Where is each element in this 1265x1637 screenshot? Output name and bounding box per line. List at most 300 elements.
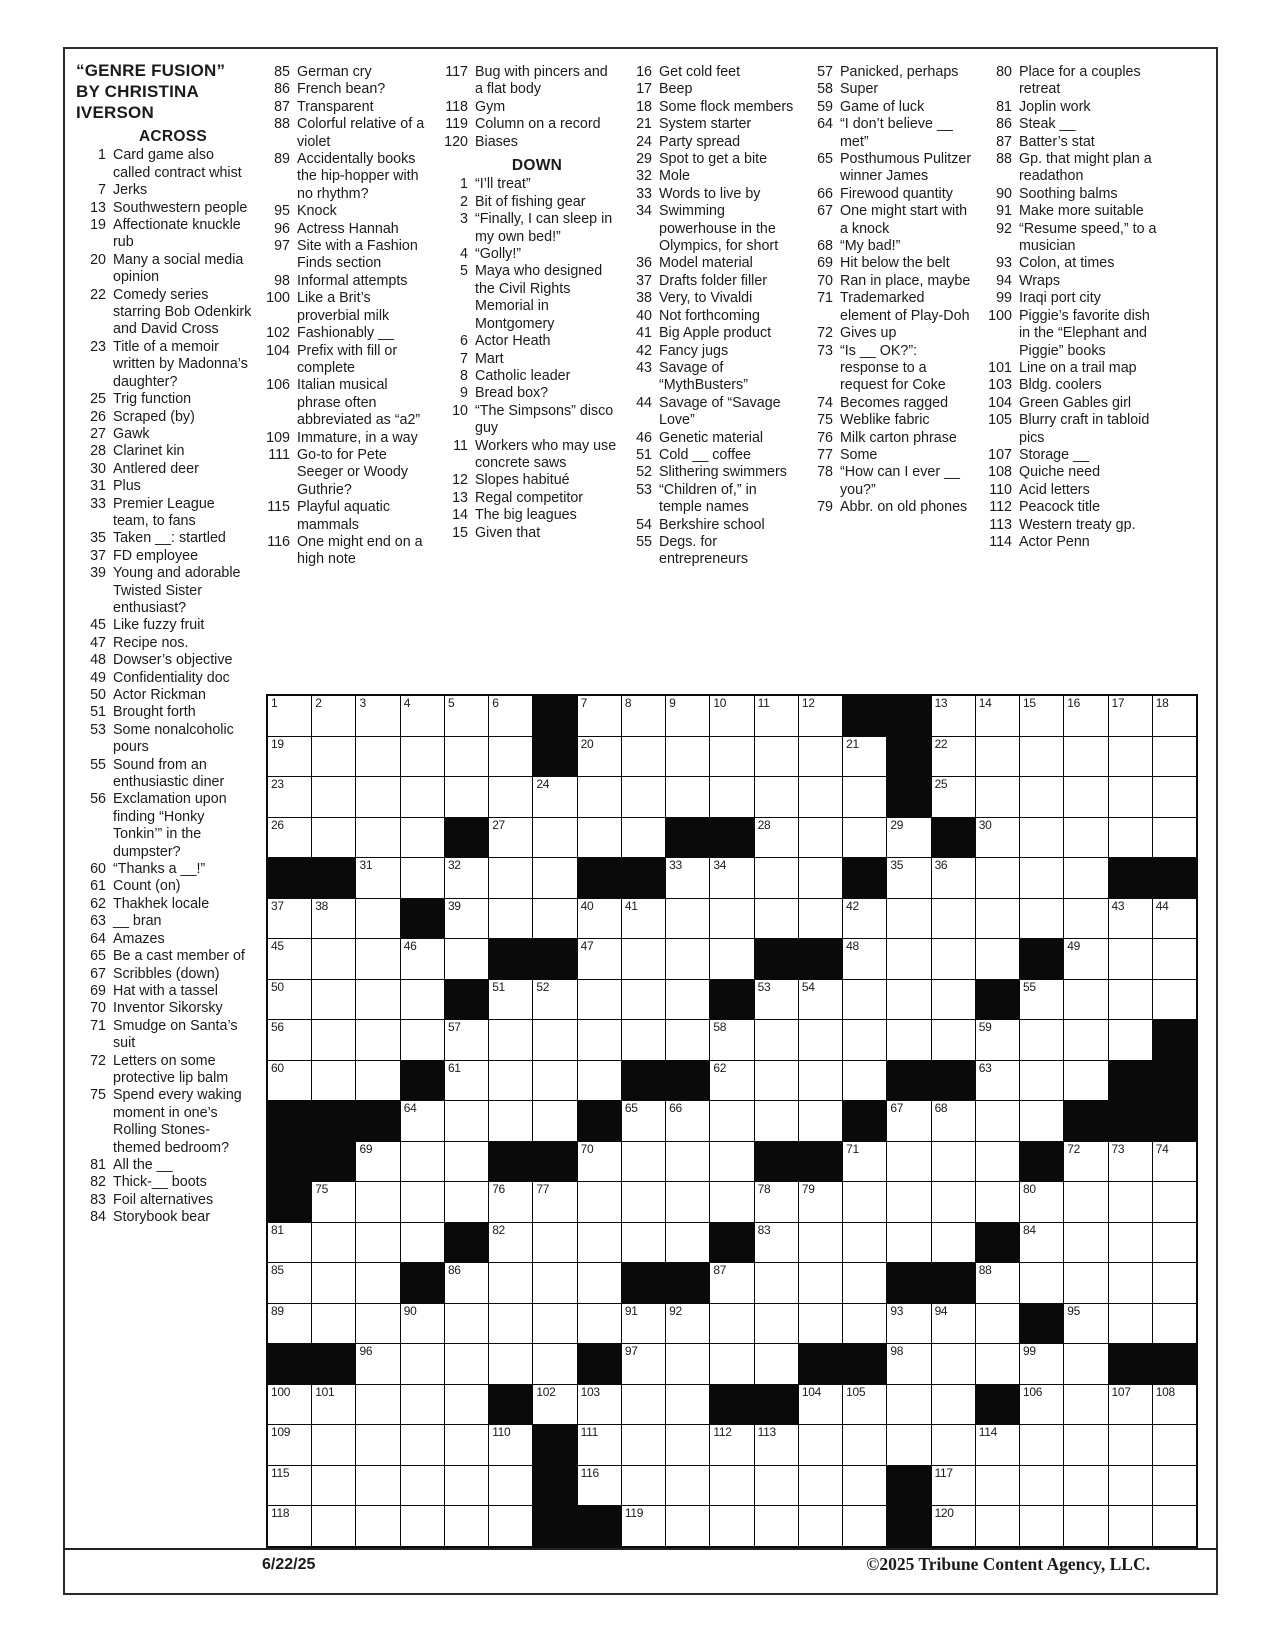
grid-cell[interactable] <box>489 1506 532 1546</box>
grid-cell[interactable] <box>533 1344 576 1384</box>
grid-cell[interactable] <box>1153 1506 1196 1546</box>
grid-cell[interactable] <box>666 1182 709 1222</box>
grid-cell[interactable] <box>445 858 488 898</box>
grid-cell[interactable] <box>1020 1344 1063 1384</box>
grid-cell[interactable] <box>533 1101 576 1141</box>
grid-cell[interactable] <box>1153 1142 1196 1182</box>
grid-cell[interactable] <box>489 1466 532 1506</box>
grid-cell[interactable] <box>755 1425 798 1465</box>
grid-cell[interactable] <box>755 777 798 817</box>
grid-cell[interactable] <box>356 1344 399 1384</box>
grid-cell[interactable] <box>622 1182 665 1222</box>
grid-cell[interactable] <box>887 1223 930 1263</box>
grid-cell[interactable] <box>755 1506 798 1546</box>
grid-cell[interactable] <box>578 777 621 817</box>
grid-cell[interactable] <box>578 1466 621 1506</box>
grid-cell[interactable] <box>1153 1182 1196 1222</box>
grid-cell[interactable] <box>533 1385 576 1425</box>
grid-cell[interactable] <box>356 1142 399 1182</box>
grid-cell[interactable] <box>666 899 709 939</box>
grid-cell[interactable] <box>1109 777 1152 817</box>
grid-cell[interactable] <box>799 1466 842 1506</box>
grid-cell[interactable] <box>755 858 798 898</box>
grid-cell[interactable] <box>1153 1466 1196 1506</box>
grid-cell[interactable] <box>445 1466 488 1506</box>
grid-cell[interactable] <box>710 899 753 939</box>
grid-cell[interactable] <box>710 696 753 736</box>
grid-cell[interactable] <box>445 1425 488 1465</box>
grid-cell[interactable] <box>843 1466 886 1506</box>
grid-cell[interactable] <box>1064 777 1107 817</box>
grid-cell[interactable] <box>356 737 399 777</box>
grid-cell[interactable] <box>1020 1385 1063 1425</box>
grid-cell[interactable] <box>622 1304 665 1344</box>
grid-cell[interactable] <box>1153 696 1196 736</box>
grid-cell[interactable] <box>445 939 488 979</box>
grid-cell[interactable] <box>666 1020 709 1060</box>
grid-cell[interactable] <box>755 1061 798 1101</box>
grid-cell[interactable] <box>1064 1466 1107 1506</box>
grid-cell[interactable] <box>356 818 399 858</box>
grid-cell[interactable] <box>710 777 753 817</box>
grid-cell[interactable] <box>489 1425 532 1465</box>
grid-cell[interactable] <box>932 737 975 777</box>
grid-cell[interactable] <box>976 696 1019 736</box>
grid-cell[interactable] <box>755 1182 798 1222</box>
grid-cell[interactable] <box>489 1101 532 1141</box>
grid-cell[interactable] <box>401 1425 444 1465</box>
grid-cell[interactable] <box>710 858 753 898</box>
grid-cell[interactable] <box>1109 1263 1152 1303</box>
grid-cell[interactable] <box>1020 777 1063 817</box>
grid-cell[interactable] <box>268 1425 311 1465</box>
grid-cell[interactable] <box>1153 818 1196 858</box>
grid-cell[interactable] <box>843 980 886 1020</box>
grid-cell[interactable] <box>1109 1223 1152 1263</box>
grid-cell[interactable] <box>1109 939 1152 979</box>
grid-cell[interactable] <box>533 1263 576 1303</box>
grid-cell[interactable] <box>887 939 930 979</box>
grid-cell[interactable] <box>799 1182 842 1222</box>
grid-cell[interactable] <box>1109 1020 1152 1060</box>
grid-cell[interactable] <box>268 1263 311 1303</box>
grid-cell[interactable] <box>1109 899 1152 939</box>
grid-cell[interactable] <box>887 1344 930 1384</box>
grid-cell[interactable] <box>976 1506 1019 1546</box>
grid-cell[interactable] <box>755 696 798 736</box>
grid-cell[interactable] <box>666 696 709 736</box>
grid-cell[interactable] <box>932 1304 975 1344</box>
grid-cell[interactable] <box>843 818 886 858</box>
grid-cell[interactable] <box>533 1223 576 1263</box>
grid-cell[interactable] <box>887 1020 930 1060</box>
grid-cell[interactable] <box>666 1506 709 1546</box>
grid-cell[interactable] <box>445 1263 488 1303</box>
grid-cell[interactable] <box>710 1061 753 1101</box>
grid-cell[interactable] <box>976 737 1019 777</box>
grid-cell[interactable] <box>710 1263 753 1303</box>
grid-cell[interactable] <box>666 980 709 1020</box>
grid-cell[interactable] <box>755 1466 798 1506</box>
grid-cell[interactable] <box>666 737 709 777</box>
grid-cell[interactable] <box>843 777 886 817</box>
grid-cell[interactable] <box>268 1061 311 1101</box>
grid-cell[interactable] <box>1020 858 1063 898</box>
grid-cell[interactable] <box>445 1344 488 1384</box>
grid-cell[interactable] <box>1109 1425 1152 1465</box>
grid-cell[interactable] <box>1064 696 1107 736</box>
grid-cell[interactable] <box>445 1385 488 1425</box>
grid-cell[interactable] <box>489 1263 532 1303</box>
grid-cell[interactable] <box>799 696 842 736</box>
grid-cell[interactable] <box>401 939 444 979</box>
grid-cell[interactable] <box>578 1020 621 1060</box>
grid-cell[interactable] <box>666 1425 709 1465</box>
grid-cell[interactable] <box>356 899 399 939</box>
grid-cell[interactable] <box>312 818 355 858</box>
grid-cell[interactable] <box>1109 1506 1152 1546</box>
grid-cell[interactable] <box>578 1425 621 1465</box>
grid-cell[interactable] <box>356 1020 399 1060</box>
grid-cell[interactable] <box>578 1223 621 1263</box>
grid-cell[interactable] <box>1020 1101 1063 1141</box>
grid-cell[interactable] <box>1020 980 1063 1020</box>
grid-cell[interactable] <box>312 1425 355 1465</box>
grid-cell[interactable] <box>976 1263 1019 1303</box>
grid-cell[interactable] <box>932 858 975 898</box>
grid-cell[interactable] <box>1109 1142 1152 1182</box>
grid-cell[interactable] <box>799 1020 842 1060</box>
grid-cell[interactable] <box>932 899 975 939</box>
grid-cell[interactable] <box>976 1304 1019 1344</box>
grid-cell[interactable] <box>1020 696 1063 736</box>
grid-cell[interactable] <box>1064 1061 1107 1101</box>
grid-cell[interactable] <box>312 1466 355 1506</box>
grid-cell[interactable] <box>1064 939 1107 979</box>
grid-cell[interactable] <box>401 1020 444 1060</box>
grid-cell[interactable] <box>755 1263 798 1303</box>
grid-cell[interactable] <box>710 1466 753 1506</box>
grid-cell[interactable] <box>799 818 842 858</box>
grid-cell[interactable] <box>356 1263 399 1303</box>
grid-cell[interactable] <box>710 1344 753 1384</box>
grid-cell[interactable] <box>622 1101 665 1141</box>
grid-cell[interactable] <box>755 899 798 939</box>
grid-cell[interactable] <box>799 1425 842 1465</box>
grid-cell[interactable] <box>887 858 930 898</box>
grid-cell[interactable] <box>268 1020 311 1060</box>
grid-cell[interactable] <box>622 1344 665 1384</box>
grid-cell[interactable] <box>1020 1263 1063 1303</box>
grid-cell[interactable] <box>932 1385 975 1425</box>
grid-cell[interactable] <box>312 1223 355 1263</box>
grid-cell[interactable] <box>356 858 399 898</box>
grid-cell[interactable] <box>976 1425 1019 1465</box>
grid-cell[interactable] <box>356 1182 399 1222</box>
grid-cell[interactable] <box>710 1101 753 1141</box>
grid-cell[interactable] <box>755 737 798 777</box>
grid-cell[interactable] <box>356 777 399 817</box>
grid-cell[interactable] <box>578 1061 621 1101</box>
grid-cell[interactable] <box>268 1304 311 1344</box>
grid-cell[interactable] <box>489 1020 532 1060</box>
grid-cell[interactable] <box>268 1506 311 1546</box>
grid-cell[interactable] <box>445 1506 488 1546</box>
grid-cell[interactable] <box>887 818 930 858</box>
grid-cell[interactable] <box>1020 1223 1063 1263</box>
grid-cell[interactable] <box>1064 1344 1107 1384</box>
grid-cell[interactable] <box>1153 1223 1196 1263</box>
grid-cell[interactable] <box>666 858 709 898</box>
grid-cell[interactable] <box>1064 1425 1107 1465</box>
grid-cell[interactable] <box>401 1223 444 1263</box>
grid-cell[interactable] <box>1020 1466 1063 1506</box>
grid-cell[interactable] <box>843 1020 886 1060</box>
grid-cell[interactable] <box>932 1223 975 1263</box>
grid-cell[interactable] <box>489 737 532 777</box>
grid-cell[interactable] <box>622 1425 665 1465</box>
grid-cell[interactable] <box>1109 696 1152 736</box>
grid-cell[interactable] <box>356 980 399 1020</box>
grid-cell[interactable] <box>401 818 444 858</box>
grid-cell[interactable] <box>401 777 444 817</box>
grid-cell[interactable] <box>887 1101 930 1141</box>
grid-cell[interactable] <box>1020 818 1063 858</box>
grid-cell[interactable] <box>755 1223 798 1263</box>
grid-cell[interactable] <box>843 899 886 939</box>
grid-cell[interactable] <box>976 1101 1019 1141</box>
grid-cell[interactable] <box>843 1061 886 1101</box>
grid-cell[interactable] <box>578 737 621 777</box>
grid-cell[interactable] <box>445 696 488 736</box>
grid-cell[interactable] <box>1109 818 1152 858</box>
grid-cell[interactable] <box>533 818 576 858</box>
grid-cell[interactable] <box>533 777 576 817</box>
grid-cell[interactable] <box>622 737 665 777</box>
grid-cell[interactable] <box>489 1061 532 1101</box>
grid-cell[interactable] <box>710 1425 753 1465</box>
grid-cell[interactable] <box>1109 1466 1152 1506</box>
grid-cell[interactable] <box>887 899 930 939</box>
grid-cell[interactable] <box>799 777 842 817</box>
grid-cell[interactable] <box>489 1304 532 1344</box>
grid-cell[interactable] <box>976 818 1019 858</box>
grid-cell[interactable] <box>1064 858 1107 898</box>
grid-cell[interactable] <box>445 1142 488 1182</box>
grid-cell[interactable] <box>533 899 576 939</box>
grid-cell[interactable] <box>312 1263 355 1303</box>
grid-cell[interactable] <box>1064 1223 1107 1263</box>
grid-cell[interactable] <box>1109 1385 1152 1425</box>
grid-cell[interactable] <box>622 899 665 939</box>
grid-cell[interactable] <box>401 1506 444 1546</box>
grid-cell[interactable] <box>1064 980 1107 1020</box>
grid-cell[interactable] <box>1153 1425 1196 1465</box>
grid-cell[interactable] <box>710 737 753 777</box>
grid-cell[interactable] <box>799 1101 842 1141</box>
grid-cell[interactable] <box>799 1263 842 1303</box>
grid-cell[interactable] <box>622 818 665 858</box>
grid-cell[interactable] <box>401 1466 444 1506</box>
grid-cell[interactable] <box>622 696 665 736</box>
grid-cell[interactable] <box>666 1142 709 1182</box>
grid-cell[interactable] <box>1020 1020 1063 1060</box>
grid-cell[interactable] <box>932 696 975 736</box>
grid-cell[interactable] <box>489 1223 532 1263</box>
grid-cell[interactable] <box>578 1263 621 1303</box>
grid-cell[interactable] <box>312 696 355 736</box>
grid-cell[interactable] <box>976 777 1019 817</box>
grid-cell[interactable] <box>755 818 798 858</box>
grid-cell[interactable] <box>445 1101 488 1141</box>
grid-cell[interactable] <box>887 1385 930 1425</box>
grid-cell[interactable] <box>578 899 621 939</box>
grid-cell[interactable] <box>356 1304 399 1344</box>
grid-cell[interactable] <box>1064 1263 1107 1303</box>
grid-cell[interactable] <box>356 1061 399 1101</box>
grid-cell[interactable] <box>489 1182 532 1222</box>
grid-cell[interactable] <box>445 1061 488 1101</box>
grid-cell[interactable] <box>755 980 798 1020</box>
grid-cell[interactable] <box>1020 1061 1063 1101</box>
grid-cell[interactable] <box>710 1304 753 1344</box>
grid-cell[interactable] <box>401 980 444 1020</box>
grid-cell[interactable] <box>666 1344 709 1384</box>
grid-cell[interactable] <box>666 1304 709 1344</box>
grid-cell[interactable] <box>799 980 842 1020</box>
grid-cell[interactable] <box>843 1263 886 1303</box>
grid-cell[interactable] <box>268 818 311 858</box>
grid-cell[interactable] <box>312 899 355 939</box>
grid-cell[interactable] <box>887 1142 930 1182</box>
grid-cell[interactable] <box>578 818 621 858</box>
grid-cell[interactable] <box>445 777 488 817</box>
grid-cell[interactable] <box>356 1506 399 1546</box>
grid-cell[interactable] <box>799 1385 842 1425</box>
grid-cell[interactable] <box>622 1020 665 1060</box>
grid-cell[interactable] <box>799 858 842 898</box>
grid-cell[interactable] <box>887 1182 930 1222</box>
grid-cell[interactable] <box>710 1182 753 1222</box>
grid-cell[interactable] <box>1064 1304 1107 1344</box>
grid-cell[interactable] <box>1064 1142 1107 1182</box>
grid-cell[interactable] <box>843 1142 886 1182</box>
grid-cell[interactable] <box>445 1182 488 1222</box>
grid-cell[interactable] <box>1064 1385 1107 1425</box>
grid-cell[interactable] <box>312 980 355 1020</box>
grid-cell[interactable] <box>533 1020 576 1060</box>
grid-cell[interactable] <box>976 1061 1019 1101</box>
grid-cell[interactable] <box>268 1223 311 1263</box>
grid-cell[interactable] <box>268 939 311 979</box>
grid-cell[interactable] <box>843 1506 886 1546</box>
grid-cell[interactable] <box>445 899 488 939</box>
grid-cell[interactable] <box>533 1182 576 1222</box>
grid-cell[interactable] <box>1020 899 1063 939</box>
grid-cell[interactable] <box>268 777 311 817</box>
grid-cell[interactable] <box>312 777 355 817</box>
grid-cell[interactable] <box>268 696 311 736</box>
grid-cell[interactable] <box>1153 777 1196 817</box>
grid-cell[interactable] <box>666 1223 709 1263</box>
grid-cell[interactable] <box>1020 1506 1063 1546</box>
grid-cell[interactable] <box>843 1425 886 1465</box>
grid-cell[interactable] <box>356 1425 399 1465</box>
grid-cell[interactable] <box>489 777 532 817</box>
grid-cell[interactable] <box>799 899 842 939</box>
grid-cell[interactable] <box>1153 1304 1196 1344</box>
grid-cell[interactable] <box>976 899 1019 939</box>
grid-cell[interactable] <box>976 858 1019 898</box>
grid-cell[interactable] <box>401 696 444 736</box>
grid-cell[interactable] <box>932 939 975 979</box>
grid-cell[interactable] <box>401 1182 444 1222</box>
grid-cell[interactable] <box>799 1223 842 1263</box>
grid-cell[interactable] <box>533 1304 576 1344</box>
grid-cell[interactable] <box>578 1385 621 1425</box>
grid-cell[interactable] <box>445 737 488 777</box>
grid-cell[interactable] <box>578 1142 621 1182</box>
grid-cell[interactable] <box>1109 1304 1152 1344</box>
grid-cell[interactable] <box>1020 1425 1063 1465</box>
grid-cell[interactable] <box>932 1182 975 1222</box>
grid-cell[interactable] <box>976 939 1019 979</box>
grid-cell[interactable] <box>312 1020 355 1060</box>
grid-cell[interactable] <box>1020 1182 1063 1222</box>
grid-cell[interactable] <box>887 1304 930 1344</box>
grid-cell[interactable] <box>578 1182 621 1222</box>
grid-cell[interactable] <box>932 1020 975 1060</box>
grid-cell[interactable] <box>356 939 399 979</box>
grid-cell[interactable] <box>622 980 665 1020</box>
grid-cell[interactable] <box>1153 737 1196 777</box>
grid-cell[interactable] <box>799 1061 842 1101</box>
grid-cell[interactable] <box>1153 1385 1196 1425</box>
grid-cell[interactable] <box>1153 980 1196 1020</box>
grid-cell[interactable] <box>312 1506 355 1546</box>
grid-cell[interactable] <box>268 737 311 777</box>
grid-cell[interactable] <box>1109 1182 1152 1222</box>
grid-cell[interactable] <box>312 1182 355 1222</box>
grid-cell[interactable] <box>268 1385 311 1425</box>
grid-cell[interactable] <box>268 899 311 939</box>
grid-cell[interactable] <box>622 777 665 817</box>
grid-cell[interactable] <box>622 1223 665 1263</box>
grid-cell[interactable] <box>1064 1506 1107 1546</box>
grid-cell[interactable] <box>799 1506 842 1546</box>
grid-cell[interactable] <box>799 737 842 777</box>
grid-cell[interactable] <box>578 696 621 736</box>
grid-cell[interactable] <box>401 1142 444 1182</box>
grid-cell[interactable] <box>268 1466 311 1506</box>
grid-cell[interactable] <box>976 1344 1019 1384</box>
grid-cell[interactable] <box>489 1344 532 1384</box>
grid-cell[interactable] <box>1064 818 1107 858</box>
grid-cell[interactable] <box>710 939 753 979</box>
grid-cell[interactable] <box>401 1304 444 1344</box>
grid-cell[interactable] <box>932 777 975 817</box>
grid-cell[interactable] <box>401 858 444 898</box>
grid-cell[interactable] <box>1064 737 1107 777</box>
grid-cell[interactable] <box>755 1344 798 1384</box>
grid-cell[interactable] <box>533 1061 576 1101</box>
grid-cell[interactable] <box>489 858 532 898</box>
grid-cell[interactable] <box>1109 980 1152 1020</box>
grid-cell[interactable] <box>1153 1263 1196 1303</box>
grid-cell[interactable] <box>312 1061 355 1101</box>
grid-cell[interactable] <box>932 980 975 1020</box>
grid-cell[interactable] <box>887 980 930 1020</box>
